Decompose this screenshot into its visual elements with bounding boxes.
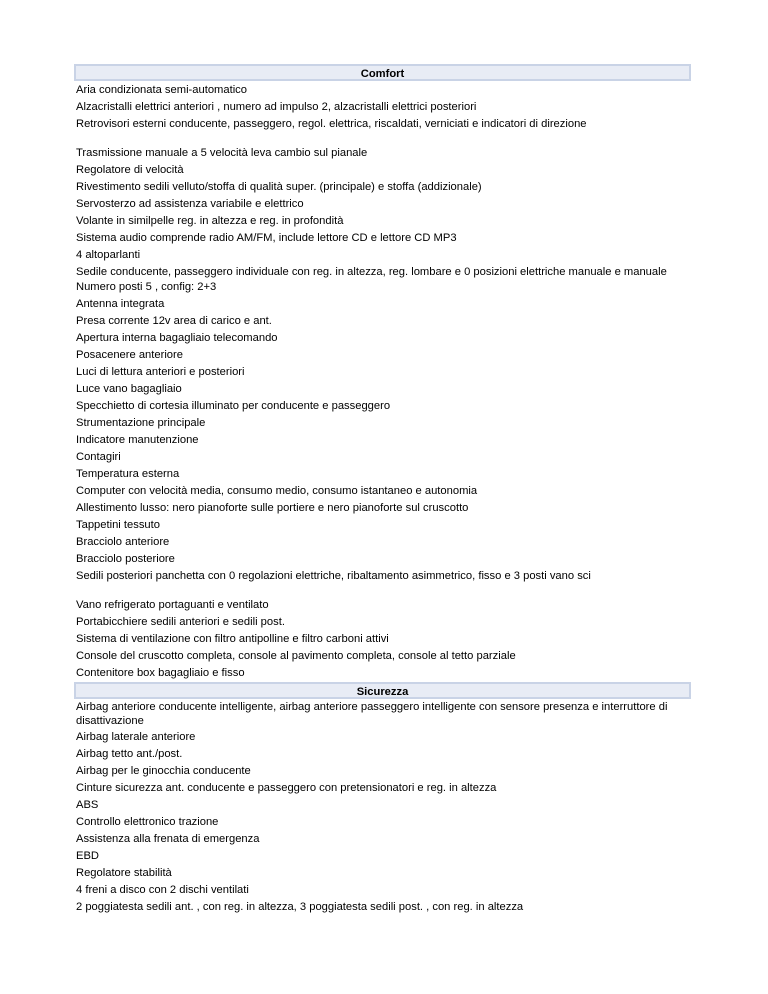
feature-item: Luci di lettura anteriori e posteriori <box>76 366 245 378</box>
feature-item: Computer con velocità media, consumo medio, consumo istantaneo e autonomia <box>76 485 478 497</box>
feature-item: Sedile conducente, passeggero individuale con reg. in altezza, reg. lombare e 0 posizioni elettriche manuale e manuale <box>76 265 667 278</box>
feature-item: Specchietto di cortesia illuminato per conducente e passeggero <box>76 400 391 412</box>
feature-item: Controllo elettronico trazione <box>76 815 219 828</box>
feature-item: Retrovisori esterni conducente, passeggero, regol. elettrica, riscaldati, verniciati e indicatori di direzione <box>76 117 587 130</box>
feature-item: Portabicchiere sedili anteriori e sedili post. <box>76 616 285 628</box>
section-header-sicurezza: Sicurezza <box>74 682 691 699</box>
feature-item: Temperatura esterna <box>76 468 180 480</box>
feature-item: Sistema di ventilazione con filtro antipolline e filtro carboni attivi <box>76 633 389 645</box>
feature-item: Posacenere anteriore <box>76 349 183 361</box>
feature-item: Contagiri <box>76 451 121 463</box>
feature-item: Alzacristalli elettrici anteriori , numero ad impulso 2, alzacristalli elettrici posteriori <box>76 100 477 113</box>
feature-item: Contenitore box bagagliaio e fisso <box>76 667 245 679</box>
feature-item: Presa corrente 12v area di carico e ant. <box>76 315 272 327</box>
feature-item: 2 poggiatesta sedili ant. , con reg. in altezza, 3 poggiatesta sedili post. , con reg. in altezza <box>76 900 524 913</box>
feature-item: Regolatore di velocità <box>76 163 184 176</box>
feature-item: 4 freni a disco con 2 dischi ventilati <box>76 883 249 896</box>
feature-item: Rivestimento sedili velluto/stoffa di qualità super. (principale) e stoffa (addizionale) <box>76 180 482 193</box>
feature-item: Antenna integrata <box>76 298 165 310</box>
section-header-comfort: Comfort <box>74 64 691 81</box>
feature-item: Apertura interna bagagliaio telecomando <box>76 332 278 344</box>
feature-item: ABS <box>76 798 99 811</box>
feature-item: Trasmissione manuale a 5 velocità leva cambio sul pianale <box>76 146 368 159</box>
feature-item: Cinture sicurezza ant. conducente e passeggero con pretensionatori e reg. in altezza <box>76 781 497 794</box>
feature-item: Console del cruscotto completa, console al pavimento completa, console al tetto parziale <box>76 650 516 662</box>
feature-item: Regolatore stabilità <box>76 866 172 879</box>
feature-item: Strumentazione principale <box>76 417 206 429</box>
feature-item: Sedili posteriori panchetta con 0 regolazioni elettriche, ribaltamento asimmetrico, fisso e 3 posti vano sci <box>76 570 591 582</box>
feature-item: Bracciolo posteriore <box>76 553 175 565</box>
feature-item: Airbag laterale anteriore <box>76 730 196 743</box>
feature-item: Volante in similpelle reg. in altezza e reg. in profondità <box>76 214 344 227</box>
feature-item: Vano refrigerato portaguanti e ventilato <box>76 599 269 611</box>
spec-document <box>76 64 692 915</box>
feature-item: Indicatore manutenzione <box>76 434 199 446</box>
feature-item: Numero posti 5 , config: 2+3 <box>76 281 217 293</box>
feature-item: 4 altoparlanti <box>76 248 141 261</box>
feature-item: Allestimento lusso: nero pianoforte sulle portiere e nero pianoforte sul cruscotto <box>76 502 469 514</box>
feature-item: Tappetini tessuto <box>76 519 160 531</box>
feature-item: EBD <box>76 849 100 862</box>
feature-item: Airbag anteriore conducente intelligente, airbag anteriore passeggero intelligente con sensore presenza e interruttore di disattivazione <box>76 701 668 727</box>
feature-item: Servosterzo ad assistenza variabile e elettrico <box>76 197 304 210</box>
feature-item: Bracciolo anteriore <box>76 536 170 548</box>
feature-item: Sistema audio comprende radio AM/FM, include lettore CD e lettore CD MP3 <box>76 231 457 244</box>
feature-item: Aria condizionata semi-automatico <box>76 83 248 96</box>
feature-item: Airbag tetto ant./post. <box>76 747 183 760</box>
feature-item: Luce vano bagagliaio <box>76 383 182 395</box>
feature-item: Airbag per le ginocchia conducente <box>76 764 251 777</box>
feature-item: Assistenza alla frenata di emergenza <box>76 832 260 845</box>
